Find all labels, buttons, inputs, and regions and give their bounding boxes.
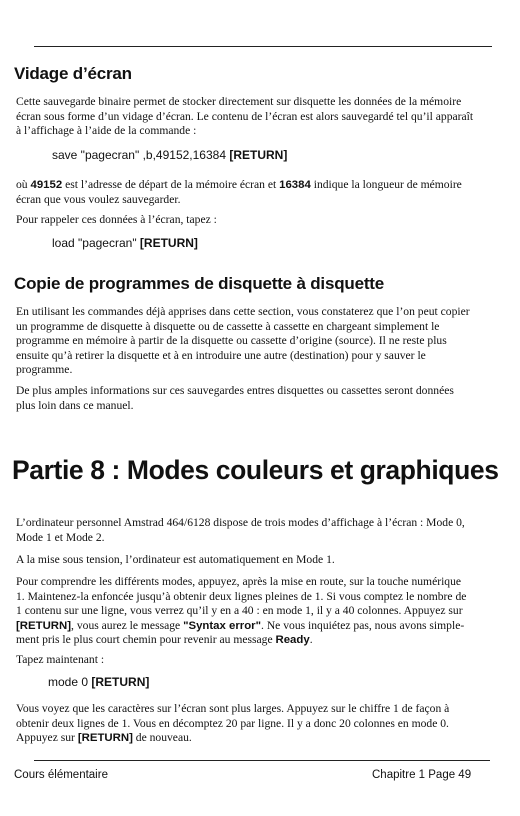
top-rule <box>34 46 492 47</box>
text-line: écran sous forme d’un vidage d’écran. Le contenu de l’écran est alors sauvegardé tel qu’il apparaît <box>16 109 474 123</box>
paragraph-vidage-intro <box>16 95 504 139</box>
text-fragment: où <box>16 178 31 191</box>
footer-page-number: Chapitre 1 Page 49 <box>372 769 472 781</box>
text-line: ensuite qu’à retirer la disquette et à en introduire une autre (destination) pour y sauver le <box>16 348 426 362</box>
paragraph-caracteres-larges <box>16 702 504 746</box>
footer-course-title: Cours élémentaire <box>14 769 108 781</box>
code-line-mode-0 <box>48 675 149 689</box>
syntax-error-message: "Syntax error" <box>183 619 262 632</box>
address-value: 49152 <box>30 179 63 191</box>
text-fragment: ment pris le plus court chemin pour revenir au message <box>16 633 276 647</box>
text-line: un programme de disquette à disquette ou de cassette à cassette en chargeant simplement le <box>16 319 440 333</box>
paragraph-tapez-maintenant: Tapez maintenant : <box>16 653 105 666</box>
text-line: plus loin dans ce manuel. <box>16 398 134 412</box>
text-line: programme. <box>16 363 73 377</box>
chapter-heading-partie-8: Partie 8 : Modes couleurs et graphiques <box>12 455 499 485</box>
text-line: En utilisant les commandes déjà apprises dans cette section, vous constaterez que l’on peut copier <box>16 305 470 318</box>
text-line: Mode 1 et Mode 2. <box>16 530 105 544</box>
text-line: De plus amples informations sur ces sauvegardes entres disquettes ou cassettes seront données <box>16 384 454 397</box>
text-line: programme en mémoire à partir de la disquette ou cassette d’origine (source). Il ne reste plus <box>16 334 447 348</box>
paragraph-amstrad-modes <box>16 516 504 545</box>
return-key-label: [RETURN] <box>91 675 150 689</box>
code-line-save <box>52 148 287 162</box>
text-fragment: indique la longueur de mémoire <box>310 178 462 191</box>
text-line: écran que vous voulez sauvegarder. <box>16 192 181 206</box>
text-line: Vous voyez que les caractères sur l’écran sont plus larges. Appuyez sur le chiffre 1 de façon à <box>16 702 450 715</box>
text-fragment: est l’adresse de départ de la mémoire écran et <box>62 178 280 191</box>
text-line: Pour comprendre les différents modes, appuyez, après la mise en route, sur la touche numérique <box>16 575 462 588</box>
text-line: obtenir deux lignes de 1. Vous en décomptez 20 par ligne. Il y a donc 20 colonnes en mode 0. <box>16 716 449 730</box>
text-fragment: de nouveau. <box>132 731 192 745</box>
command-text: mode 0 <box>48 675 92 689</box>
paragraph-comprendre <box>16 575 504 648</box>
paragraph-address <box>16 178 504 207</box>
text-fragment: Appuyez sur <box>16 731 78 745</box>
paragraph-rappel: Pour rappeler ces données à l’écran, tapez : <box>16 213 217 226</box>
text-line: Cette sauvegarde binaire permet de stocker directement sur disquette les données de la mémoire <box>16 95 462 108</box>
section-heading-copie: Copie de programmes de disquette à disquette <box>14 274 384 293</box>
paragraph-copie <box>16 305 504 378</box>
return-key-label: [RETURN] <box>77 732 133 745</box>
text-line: à l’affichage à l’aide de la commande : <box>16 124 197 138</box>
command-text: save "pagecran" ,b,49152,16384 <box>52 148 230 162</box>
text-fragment: . Ne vous inquiétez pas, nous avons simple- <box>261 618 465 632</box>
bottom-rule <box>34 760 490 761</box>
command-text: load "pagecran" <box>52 236 140 250</box>
text-fragment: , vous aurez le message <box>71 618 184 632</box>
text-line: L’ordinateur personnel Amstrad 464/6128 dispose de trois modes d’affichage à l’écran : Mode 0, <box>16 516 465 529</box>
paragraph-mise-sous-tension: A la mise sous tension, l’ordinateur est automatiquement en Mode 1. <box>16 553 335 566</box>
return-key-label: [RETURN] <box>229 148 288 162</box>
paragraph-informations <box>16 384 504 413</box>
code-line-load <box>52 236 198 250</box>
text-line: 1. Maintenez-la enfoncée jusqu’à obtenir deux lignes pleines de 1. Si vous comptez le nombre de <box>16 589 467 603</box>
section-heading-vidage: Vidage d’écran <box>14 64 132 83</box>
text-fragment: . <box>309 633 313 647</box>
text-line: 1 contenu sur une ligne, vous verrez qu’il y en a 40 : en mode 1, il y a 40 colonnes. Appuyez sur <box>16 604 463 618</box>
length-value: 16384 <box>279 179 311 191</box>
return-key-label: [RETURN] <box>16 619 72 632</box>
return-key-label: [RETURN] <box>139 236 198 250</box>
ready-message: Ready <box>275 634 310 647</box>
